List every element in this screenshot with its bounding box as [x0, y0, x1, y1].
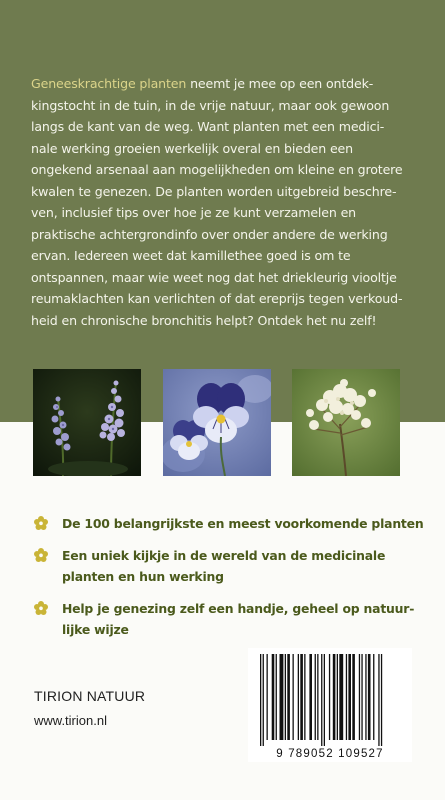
list-item	[34, 598, 424, 640]
barcode-bar	[263, 654, 264, 746]
barcode-bar	[346, 654, 347, 740]
publisher-website: www.tirion.nl	[34, 713, 107, 728]
blurb-line: ongekend arsenaal aan mogelijkheden om kleine en grotere	[31, 162, 403, 177]
barcode-bar	[260, 654, 261, 746]
list-item	[34, 513, 424, 534]
blurb-line: Geneeskrachtige planten neemt je mee op een ontdek-	[31, 76, 374, 91]
meadowsweet-image	[292, 369, 400, 476]
list-item-line: Help je genezing zelf een handje, geheel op natuur-	[62, 601, 415, 616]
blurb-line: kwalen te genezen. De planten worden uitgebreid beschre-	[31, 183, 397, 199]
barcode-bar	[381, 654, 382, 746]
feature-list	[34, 513, 424, 651]
speedwell-image	[33, 369, 141, 476]
list-item-line: lijke wijze	[62, 622, 129, 637]
barcode-bar	[280, 654, 284, 740]
blurb-line: kingstocht in de tuin, in de vrije natuur, maar ook gewoon	[31, 97, 390, 113]
barcode-bar	[276, 654, 277, 740]
blurb-line: nale werking groeien werkelijk overal en bieden een	[31, 140, 353, 156]
publisher-name: TIRION NATUUR	[34, 688, 146, 704]
barcode-bar	[321, 654, 322, 746]
barcode-bar	[272, 654, 275, 740]
flower-icon	[34, 601, 48, 615]
blurb-line: ven, inclusief tips over hoe je ze kunt verzamelen en	[31, 205, 356, 220]
barcode-bar	[293, 654, 294, 740]
barcode-bar	[304, 654, 305, 740]
barcode-bar	[368, 654, 371, 740]
isbn-number: 9 789052 109527	[276, 748, 384, 760]
blurb-line: reumaklachten kan verlichten of dat ereprijs tegen verkoud-	[31, 291, 403, 306]
barcode-bar	[329, 654, 330, 740]
list-item	[34, 545, 424, 587]
barcode-bar	[359, 654, 360, 740]
barcode-bar	[365, 654, 366, 740]
photo-speedwell	[33, 369, 141, 476]
barcode-bar	[339, 654, 343, 740]
list-item-line: De 100 belangrijkste en meest voorkomende planten	[62, 516, 424, 531]
barcode-bar	[333, 654, 336, 740]
flower-icon	[34, 548, 48, 562]
barcode-bar	[373, 654, 374, 740]
barcode-bar	[267, 654, 268, 740]
barcode-bar	[352, 654, 355, 740]
barcode-bar	[378, 654, 379, 746]
blurb-line: heid en chronische bronchitis helpt? Ontdek het nu zelf!	[31, 312, 377, 328]
photo-meadowsweet	[292, 369, 400, 476]
barcode-bar	[317, 654, 318, 740]
barcode-bar	[361, 654, 362, 740]
barcode-bar	[315, 654, 316, 740]
back-cover-blurb	[31, 73, 423, 331]
barcode-bar	[309, 654, 312, 740]
photo-pansy	[163, 369, 271, 476]
barcode-bar	[298, 654, 299, 740]
blurb-highlight: Geneeskrachtige planten	[31, 76, 187, 91]
barcode-bars	[248, 648, 412, 748]
barcode-bar	[285, 654, 286, 740]
barcode-bar	[348, 654, 351, 740]
barcode-bar	[300, 654, 303, 740]
list-item-line: Een uniek kijkje in de wereld van de medicinale	[62, 548, 386, 563]
barcode-bar	[337, 654, 338, 740]
barcode-bar	[324, 654, 325, 746]
barcode-bar	[287, 654, 290, 740]
flower-icon	[34, 516, 48, 530]
blurb-line: langs de kant van de weg. Want planten met een medici-	[31, 119, 385, 134]
barcode	[248, 648, 412, 762]
blurb-line: ontspannen, maar wie weet nog dat het driekleurig viooltje	[31, 269, 397, 285]
blurb-line: ervan. Iedereen weet dat kamillethee goed is om te	[31, 248, 351, 263]
pansy-image	[163, 369, 271, 476]
list-item-line: planten en hun werking	[62, 569, 224, 584]
blurb-line: praktische achtergrondinfo over onder andere de werking	[31, 226, 388, 242]
